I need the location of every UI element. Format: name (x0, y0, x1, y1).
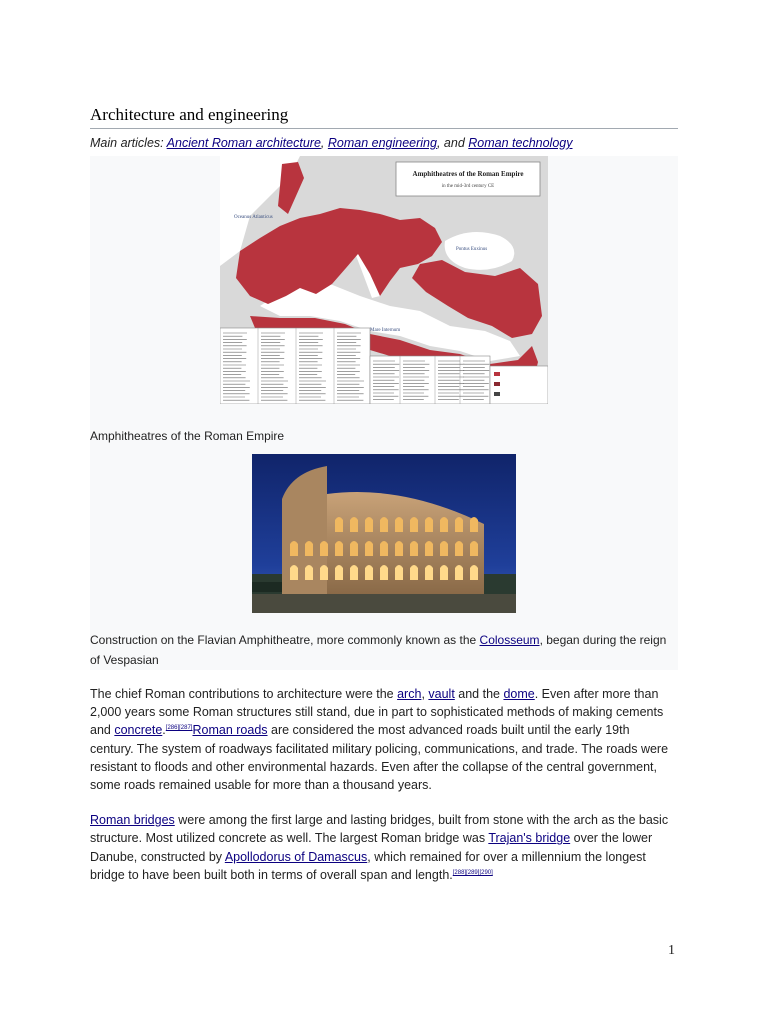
colosseum-arch (335, 565, 343, 580)
colosseum-arch (380, 517, 388, 532)
link-concrete[interactable]: concrete (114, 723, 163, 738)
colosseum-arch (350, 517, 358, 532)
colosseum-arch (335, 541, 343, 556)
para-text: over the lower Danube, constructed by (90, 831, 653, 864)
link-roman-bridges[interactable]: Roman bridges (90, 813, 175, 828)
colosseum-arch (290, 541, 298, 556)
hatnote-separator: , (320, 136, 328, 150)
architecture-paragraph (90, 685, 670, 794)
map-caption: Amphitheatres of the Roman Empire (90, 429, 285, 443)
page-number: 1 (668, 943, 675, 958)
main-articles-hatnote (90, 133, 678, 153)
colosseum-arch (395, 541, 403, 556)
map-subtitle: in the mid-3rd century CE (441, 184, 495, 189)
hatnote-prefix: Main articles: (90, 136, 167, 150)
colosseum-arch (455, 565, 463, 580)
colosseum-arch (395, 565, 403, 580)
map-title: Amphitheatres of the Roman Empire (412, 170, 524, 178)
para-text: and the (454, 687, 504, 701)
link-ancient-roman-architecture[interactable]: Ancient Roman architecture (166, 136, 321, 150)
caption-text: Construction on the Flavian Amphitheatre, more commonly known as the (90, 633, 480, 647)
para-text: are considered the most advanced roads built until the early 19th century. The system of roadways facilitated military policing, communications, and trade. The roads were resistant to floods and other environmental hazards. Even after the collapse of the central government, some roads remained usable for more than a thousand years. (90, 723, 669, 793)
link-vault[interactable]: vault (428, 687, 455, 701)
map-label-mare: Mare Internum (370, 328, 401, 333)
colosseum-arch (290, 565, 298, 580)
link-apollodorus-of-damascus[interactable]: Apollodorus of Damascus (224, 849, 368, 864)
colosseum-photo[interactable] (252, 454, 516, 613)
colosseum-arch (440, 565, 448, 580)
colosseum-arch (455, 541, 463, 556)
colosseum-arch (380, 541, 388, 556)
para-text: . (162, 723, 166, 738)
colosseum-arch (365, 541, 373, 556)
citation-288-290[interactable]: [288][289][290] (452, 869, 493, 876)
bridges-paragraph (90, 811, 670, 884)
colosseum-arch (380, 565, 388, 580)
caption-text: , began during the reign of Vespasian (90, 633, 667, 667)
colosseum-arch (455, 517, 463, 532)
link-arch[interactable]: arch (397, 687, 422, 701)
colosseum-arch (320, 565, 328, 580)
colosseum-arch (350, 541, 358, 556)
colosseum-arch (365, 517, 373, 532)
citation-286-287[interactable]: [286][287] (165, 725, 193, 732)
link-trajans-bridge[interactable]: Trajan's bridge (488, 831, 571, 846)
section-heading: Architecture and engineering (90, 104, 678, 129)
colosseum-arch (350, 565, 358, 580)
para-text: , (421, 687, 429, 701)
link-roman-technology[interactable]: Roman technology (468, 136, 573, 150)
link-dome[interactable]: dome (503, 687, 535, 701)
colosseum-arch (470, 565, 478, 580)
hatnote-separator: , and (436, 136, 469, 150)
colosseum-arch (470, 517, 478, 532)
colosseum-arch (470, 541, 478, 556)
colosseum-arch (305, 541, 313, 556)
colosseum-arch (335, 517, 343, 532)
colosseum-arch (395, 517, 403, 532)
map-label-pontus: Pontus Euxinus (456, 247, 488, 252)
link-roman-roads[interactable]: Roman roads (192, 723, 268, 738)
colosseum-arch (425, 565, 433, 580)
colosseum-arch (425, 517, 433, 532)
para-text: , which remained for over a millennium the longest bridge to have been built both in terms of overall span and length. (90, 849, 646, 882)
colosseum-arch (410, 517, 418, 532)
colosseum-caption (90, 630, 678, 670)
figures-panel (90, 156, 678, 670)
amphitheatres-map-image[interactable] (220, 156, 548, 404)
colosseum-arch (365, 565, 373, 580)
colosseum-arch (410, 565, 418, 580)
colosseum-arch (440, 541, 448, 556)
para-text: were among the first large and lasting bridges, built from stone with the arch as the basic structure. Most utilized concrete as well. The largest Roman bridge was (90, 813, 669, 846)
article-section (90, 104, 678, 884)
para-text: . Even after more than 2,000 years some Roman structures still stand, due in part to sophisticated methods of making cements and (90, 687, 664, 738)
colosseum-arch (440, 517, 448, 532)
colosseum-arch (320, 541, 328, 556)
link-roman-engineering[interactable]: Roman engineering (327, 136, 437, 150)
colosseum-arch (305, 565, 313, 580)
para-text: The chief Roman contributions to architecture were the (90, 687, 398, 701)
map-label-ocean: Oceanus Atlanticus (234, 215, 273, 220)
link-colosseum[interactable]: Colosseum (479, 633, 540, 647)
colosseum-arch (410, 541, 418, 556)
photo-plaza (252, 594, 516, 613)
colosseum-arch (425, 541, 433, 556)
map-title-box (396, 162, 540, 196)
